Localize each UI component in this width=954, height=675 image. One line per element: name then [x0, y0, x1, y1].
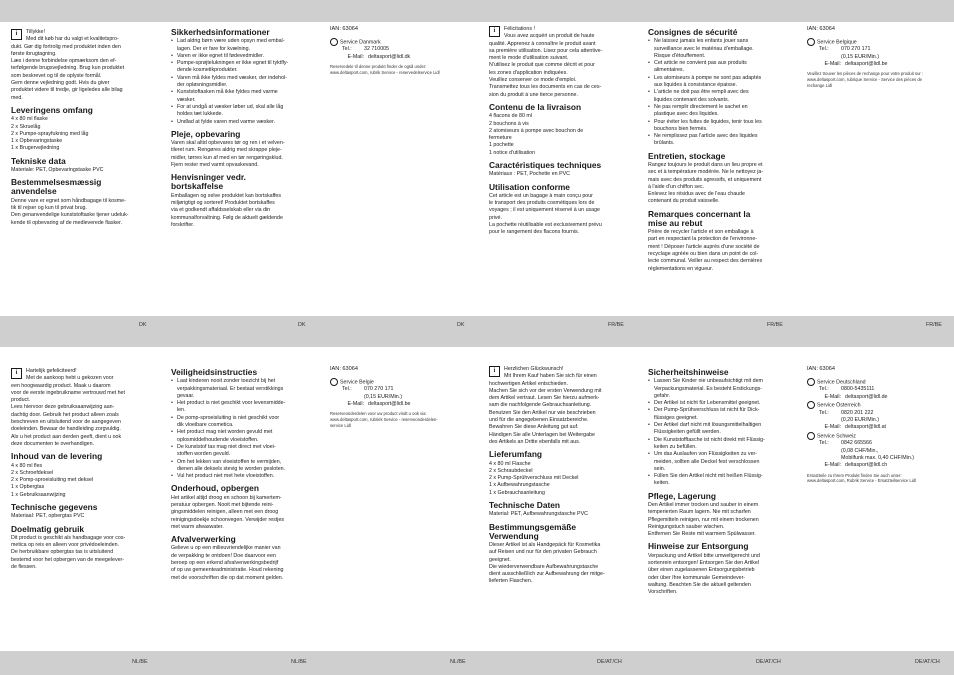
delivery-heading: Inhoud van de levering	[11, 451, 103, 462]
delivery-heading: Leveringens omfang	[11, 104, 93, 115]
info-icon: i	[489, 26, 500, 37]
list-item: • Die Kunststofftasche ist nicht direkt mit Flüssig- keiten zu befüllen.	[648, 437, 798, 452]
intro-text: Med dit køb har du valgt et kvalitetspro- dukt. Gør dig fortrolig med produktet inden den første ibrugtagning. Læs i denne forbindelse opmærksom den ef- terfølgende brugsvejledning. Brug kun produktet som beskrevet og til de oplyste formål. Gem denne vejledning godt. Hvis du giver produktet videre til tredje, gir ligeledes alle bilag med.	[11, 36, 125, 101]
ian-number: IAN: 63064	[807, 366, 835, 372]
top-gray-band	[0, 0, 954, 22]
info-icon: i	[489, 366, 500, 377]
ian-number: IAN: 63064	[807, 26, 835, 32]
intro-greeting: Félicitations !	[504, 26, 535, 32]
use-text: Dit product is geschikt als handbagage voor cos- metica op reis en alleen voor privédoeleinden. De herbruikbare opbergtas tas is uitsluitend bestemd voor het opbergen van de meegelever- de flessen.	[11, 534, 126, 570]
list-item: • Kunststoftasken må ikke fyldes med varme væsker.	[171, 89, 321, 104]
care-text: Rangez toujours le produit dans un lieu propre et sec et à température modérée. Ne le nettoyez ja- mais avec des produits agressifs, et uniquement à l'aide d'un chiffon sec. Enlevez les résidus avec de l'eau chaude contenant du produit vaisselle.	[648, 161, 764, 205]
nl-column-safety	[171, 364, 321, 582]
email-link[interactable]: deltasport@lidl.be	[845, 61, 888, 68]
list-item: 2 x Schroefdeksel	[11, 469, 54, 476]
page-footer-code: NL/BE	[132, 659, 148, 665]
list-item: • Pumpe-sprøjtelukningen er ikke egnet til tyktfly- dende kosmetikprodukter.	[171, 60, 321, 75]
intro-text: Met de aankoop hebt u gekozen voor een hoogwaardig product. Maak u daarom voor de eerste ingebruikname vertrouwd met het product. Lees hiervoor deze gebruiksaanwijzing aan- dachtig door. Gebruik het product alleen zoals beschreven en uitsluitend voor de aangegeven doeleinden. Bewaar de handleiding zorgvuldig. Als u het product aan derden geeft, dient u ook deze documenten te overhandigen.	[11, 375, 125, 447]
use-heading: Utilisation conforme	[489, 181, 570, 192]
list-item: • Der Artikel ist nicht für Lebensmittel geeignet.	[648, 400, 798, 407]
list-item: • Füllen Sie den Artikel nicht mit heißen Flüssig- keiten.	[648, 473, 798, 488]
disposal-text: Emballagen og selve produktet kan bortskaffes miljørigtigt og sorteret! Produktet bortskaffes via et godkendt affaldsselskab eller via din kommunalforvaltning. Følg de aktuelt gældende forskrifter.	[171, 192, 283, 228]
page-footer-code: NL/BE	[450, 659, 466, 665]
tech-text: Materiale: PET, Opbevaringstaske PVC	[11, 166, 104, 173]
list-item: 2 atomiseurs à pompe avec bouchon de fermeture	[489, 127, 584, 142]
list-item: 1 x Aufbewahrungstasche	[489, 482, 550, 489]
care-text: Het artikel altijd droog en schoon bij kamertem- peratuur opbergen. Nooit met bijtende reini- gingsmiddelen reinigen, alleen met een droog reinigingsdoekje schoonvegen. Verwijder restjes met warm afwaswater.	[171, 494, 285, 530]
email-label: E-Mail:	[824, 424, 841, 431]
tel-label: Tel.:	[819, 409, 829, 416]
email-label: E-Mail:	[347, 401, 364, 408]
safety-heading: Sicherheitshinweise	[648, 367, 729, 377]
info-icon: i	[11, 368, 22, 379]
list-item: • Lassen Sie Kinder nie unbeaufsichtigt mit dem Verpackungsmaterial. Es besteht Erstickungs- gefahr.	[648, 378, 798, 400]
list-item: • Um das Auslaufen von Flüssigkeiten zu ver- meiden, sollten alle Deckel fest verschlossen sein.	[648, 451, 798, 473]
care-heading: Entretien, stockage	[648, 150, 726, 161]
page-footer-code: FR/BE	[608, 322, 624, 328]
disposal-heading: Hinweise zur Entsorgung	[648, 541, 749, 552]
email-link[interactable]: deltasport@lidl.be	[368, 401, 411, 408]
list-item: • For at undgå at væsker løber ud, skal alle låg holdes tæt lukkede.	[171, 104, 321, 119]
disposal-heading: Henvisninger vedr. bortskaffelse	[171, 172, 246, 192]
tel-value: 32 710005	[364, 46, 390, 53]
care-heading: Pleje, opbevaring	[171, 128, 241, 139]
care-heading: Pflege, Lagerung	[648, 490, 716, 501]
use-text: Denne vare er egnet som håndbagage til kosme- tik til rejser og kun til privat brug. Den genanvendelige kunststoftaske tjener udeluk- kende til opbevaring af de medleverede flasker.	[11, 197, 129, 226]
tel-label: Tel.:	[819, 46, 829, 53]
use-heading: Bestimmungsgemäße Verwendung	[489, 521, 577, 541]
list-item: • Het product is niet geschikt voor levensmidde- len.	[171, 400, 321, 415]
service-label: Service Danmark	[340, 39, 381, 46]
tel-label: Tel.:	[342, 46, 352, 53]
list-item: 4 x 80 ml fles	[11, 462, 43, 469]
page-footer-code: FR/BE	[926, 322, 942, 328]
intro-text: Vous avez acquéri un produit de haute qualité. Apprenez à connaître le produit avant sa première utilisation. Lisez pour cela attentive- ment le mode d'utilisation suivant. N'utilisez le produit que comme décrit et pour les zones d'application indiquées. Veuillez conserver ce mode d'emploi. Transmettez tous les documents en cas de ces- sion du produit à une tierce personne.	[489, 33, 603, 98]
de-column-intro	[489, 366, 639, 586]
nl-column-intro	[11, 368, 161, 571]
tech-text: Matériaux : PET, Pochette en PVC	[489, 171, 570, 178]
delivery-heading: Contenu de la livraison	[489, 101, 582, 112]
safety-list	[171, 378, 321, 480]
use-text: Cet article est un bagage à main conçu pour le transport des produits cosmétiques lors de voyages ; il est uniquement réservé à un usage privé. La pochette réutilisable est exclusivement prévu pour le rangement des flacons fournis.	[489, 192, 602, 236]
tel-value: 070 270 171	[364, 386, 394, 393]
list-item: • Undlad at fylde varen med varme væsker.	[171, 119, 321, 126]
service-label: Service Belgique	[817, 39, 857, 46]
page-footer-code: DE/AT/CH	[597, 659, 622, 665]
safety-list	[648, 38, 798, 147]
spare-parts-note: Ersatzteile zu Ihrem Produkt finden Sie auch unter: www.deltasport.com, Rubrik Service - Ersatzteilservice Lidl	[807, 472, 916, 484]
disposal-text: Verpackung und Artikel bitte umweltgerecht und sortenrein entsorgen! Entsorgen Sie den Artikel über einen zugelassenen Entsorgungsbetrieb oder über Ihre kommunale Gemeindever- waltung. Beachten Sie die aktuell geltenden Vorschriften.	[648, 552, 760, 596]
delivery-heading: Lieferumfang	[489, 449, 543, 460]
delivery-list	[11, 116, 161, 152]
page-footer-code: DK	[139, 322, 147, 328]
list-item: • Cet article ne convient pas aux produits alimentaires.	[648, 60, 798, 75]
dk-column-intro	[11, 29, 161, 227]
email-label: E-Mail:	[824, 393, 841, 400]
service-label: Service Schweiz	[817, 433, 856, 440]
care-text: Den Artikel immer trocken und sauber in einem temperierten Raum lagern. Nie mit scharfen Pflegemitteln reinigen, nur mit einem trockenen Reinigungstuch sauber wischen. Entfernen Sie Reste mit warmem Spülwasser.	[648, 501, 759, 538]
list-item: • Vul het product niet met hete vloeistoffen.	[171, 473, 321, 480]
service-icon	[807, 378, 815, 386]
tel-rate: (0,20 EUR/Min.)	[841, 417, 879, 424]
disposal-text: Prière de recycler l'article et son emballage à part en respectant la protection de l'environne- ment ! Déposer l'article auprès d'une société de recyclage agréée ou bien dans un point de col- lecte communal. Veiller au respect des dernières réglementations en vigueur.	[648, 229, 763, 272]
list-item: 1 x Gebrauchsanleitung	[489, 489, 545, 496]
list-item: 1 x Brugervejledning	[11, 145, 60, 152]
info-icon: i	[11, 29, 22, 40]
tel-rate-mobile: Mobilfunk max. 0,40 CHF/Min.)	[841, 454, 915, 461]
use-heading: Bestemmelsesmæssig anvendelse	[11, 177, 102, 197]
nl-column-service	[330, 366, 480, 428]
list-item: • Varen må ikke fyldes med væsker, der indehol- der opløsningsmidler.	[171, 75, 321, 90]
tel-value: 070 270 171	[841, 46, 871, 53]
tech-text: Material: PET, Aufbewahrungstasche PVC	[489, 511, 588, 518]
tel-value: 0800-5435111	[841, 386, 875, 393]
service-label: Service Deutschland	[817, 379, 866, 386]
spare-parts-note: Veuillez trouver les pièces de rechange pour votre produit sur : www.deltasport.com, rubrique Service - Service des pièces de rechange Lidl	[807, 71, 924, 88]
list-item: 1 x Opbergtas	[11, 484, 45, 491]
disposal-text: Gelieve u op een milieuvriendelijke manier van de verpakking te ontdoen! Doe daarvoor een beroep op een erkend afvalverwerkingsbedrijf of op uw gemeenteadministratie. Houd rekening met de voorschriften die op dat moment gelden.	[171, 545, 284, 581]
page-footer-code: DE/AT/CH	[756, 659, 781, 665]
service-label: Service Belgie	[340, 379, 374, 386]
tel-rate: (0,15 EUR/Min.)	[841, 53, 879, 60]
email-link[interactable]: deltasport@lidl.ch	[845, 462, 888, 469]
list-item: 2 x Pumpe-sprayfukning med låg	[11, 130, 89, 137]
tel-value: 0820 201 222	[841, 409, 874, 416]
list-item: 1 notice d'utilisation	[489, 149, 536, 156]
list-item: • De pomp-sproeisluiting is niet geschikt voor dik vloeibare cosmetica.	[171, 415, 321, 430]
dk-column-service	[330, 26, 480, 75]
intro-greeting: Herzlichen Glückwunsch!	[504, 366, 564, 372]
tel-rate: (0,08 CHF/Min.,	[841, 447, 879, 454]
tel-label: Tel.:	[342, 386, 352, 393]
safety-heading: Veiligheidsinstructies	[171, 367, 258, 377]
list-item: 1 pochette	[489, 142, 514, 149]
email-label: E-Mail:	[824, 462, 841, 469]
list-item: • Ne laissez jamais les enfants jouer sans surveillance avec le matériau d'emballage. Risque d'étouffement.	[648, 38, 798, 60]
care-text: Varen skal altid opbevares tør og ren i et velven- tileret rum. Rengøres aldrig med skrappe pleje- midler, tørres kun af med en tør rengøringsklud. Fjern rester med varmt opvaskevand.	[171, 140, 285, 168]
safety-list	[648, 378, 798, 487]
list-item: 2 x Pump-Sprühverschluss mit Deckel	[489, 475, 579, 482]
service-icon	[807, 38, 815, 46]
ian-number: IAN: 63064	[330, 26, 358, 32]
list-item: • De kunststof tas mag niet direct met vloei- stoffen worden gevuld.	[171, 444, 321, 459]
intro-text: Mit Ihrem Kauf haben Sie sich für einen hochwertigen Artikel entschieden. Machen Sie sich vor der ersten Verwendung mit dem Artikel vertraut. Lesen Sie hierzu aufmerk- sam die nachfolgende Gebrauchsanleitung. Benutzen Sie den Artikel nur wie beschrieben und für die angegebenen Einsatzbereiche. Bewahren Sie diese Anleitung gut auf. Händigen Sie alle Unterlagen bei Weitergabe des Artikels an Dritte ebenfalls mit aus.	[489, 373, 602, 445]
list-item: • Der Pump-Sprühverschluss ist nicht für Dick- flüssiges geeignet.	[648, 407, 798, 422]
tech-heading: Technische Daten	[489, 499, 561, 510]
list-item: 2 x Pomp-sproeisluiting met deksel	[11, 477, 94, 484]
page-footer-code: NL/BE	[291, 659, 307, 665]
list-item: • Les atomiseurs à pompe ne sont pas adaptés aux liquides à consistance épaisse.	[648, 75, 798, 90]
use-text: Dieser Artikel ist als Handgepäck für Kosmetika auf Reisen und nur für den privaten Gebrauch geeignet. Die wiederverwendbare Aufbewahrungstasche dient ausschließlich zur Aufbewahrung der mitge- lieferten Flaschen.	[489, 541, 605, 585]
list-item: 4 x 80 ml flaske	[11, 116, 48, 123]
spare-parts-note: Reservedele til denne produkt finder de også under: www.deltasport.com, rubrik Service - reservedelservice Lidl	[330, 64, 440, 75]
list-item: 1 x Opbevaringstaske	[11, 138, 63, 145]
page-footer-code: DK	[298, 322, 306, 328]
safety-heading: Consignes de sécurité	[648, 27, 738, 37]
list-item: 2 x Skruelåg	[11, 123, 41, 130]
delivery-list	[11, 463, 161, 499]
list-item: 4 flacons de 80 ml	[489, 113, 532, 120]
tel-label: Tel.:	[819, 386, 829, 393]
list-item: • Ne remplissez pas l'article avec des liquides brûlants.	[648, 133, 798, 148]
email-link[interactable]: deltasport@lidl.dk	[368, 53, 411, 60]
tech-heading: Technische gegevens	[11, 501, 98, 512]
dk-column-safety	[171, 24, 321, 229]
email-link[interactable]: deltasport@lidl.at	[845, 424, 887, 431]
list-item: 1 x Gebruiksaanwijzing	[11, 491, 66, 498]
service-icon	[807, 401, 815, 409]
ian-number: IAN: 63064	[330, 366, 358, 372]
list-item: • Om het lekken van vloeistoffen te vermijden, dienen alle deksels stevig te worden gesloten.	[171, 459, 321, 474]
list-item: 2 bouchons à vis	[489, 120, 529, 127]
tel-value: 0842 665566	[841, 440, 872, 447]
tech-heading: Caractéristiques techniques	[489, 159, 602, 170]
intro-greeting: Tillykke!	[26, 29, 45, 35]
use-heading: Doelmatig gebruik	[11, 523, 85, 534]
service-icon	[807, 432, 815, 440]
service-icon	[330, 378, 338, 386]
email-label: E-Mail:	[824, 61, 841, 68]
page-footer-code: DK	[457, 322, 465, 328]
spare-parts-note: Reserveonderdelen voor uw product vindt u ook via: www.deltasport.com, rubriek Service - reserveonderdelen- service Lidl	[330, 411, 438, 428]
safety-heading: Sikkerhedsinformationer	[171, 27, 270, 37]
tel-label: Tel.:	[819, 440, 829, 447]
tel-rate: (0,15 EUR/Min.)	[364, 393, 402, 400]
list-item: • Het product mag niet worden gevuld met oplosmiddelhoudende vloeistoffen.	[171, 429, 321, 444]
intro-greeting: Hartelijk gefeliciteerd!	[26, 368, 77, 374]
fr-column-safety	[648, 24, 798, 273]
list-item: 4 x 80 ml Flasche	[489, 460, 531, 467]
list-item: 2 x Schraubdeckel	[489, 467, 533, 474]
disposal-heading: Afvalverwerking	[171, 534, 236, 545]
safety-list	[171, 38, 321, 126]
fr-column-intro	[489, 26, 639, 237]
care-heading: Onderhoud, opbergen	[171, 483, 259, 494]
fr-column-service	[807, 26, 954, 88]
delivery-list	[489, 461, 639, 497]
lower-top-gray-band	[0, 337, 954, 347]
email-label: E-Mail:	[347, 53, 364, 60]
disposal-heading: Remarques concernant la mise au rebut	[648, 208, 751, 228]
list-item: • L'article ne doit pas être rempli avec des liquides contenant des solvants.	[648, 89, 798, 104]
list-item: • Pour éviter les fuites de liquides, tenir tous les bouchons bien fermés.	[648, 119, 798, 134]
page-footer-code: DE/AT/CH	[915, 659, 940, 665]
email-link[interactable]: deltasport@lidl.de	[845, 393, 888, 400]
list-item: • Laat kinderen nooit zonder toezicht bij het verpakkingsmateriaal. Er bestaat verstikkings gevaar.	[171, 378, 321, 400]
list-item: • Varen er ikke egnet til fødevedmidler.	[171, 53, 321, 60]
list-item: • Der Artikel darf nicht mit lösungsmittelhaltigen Flüssigkeiten gefüllt werden.	[648, 422, 798, 437]
page-footer-code: FR/BE	[767, 322, 783, 328]
service-icon	[330, 38, 338, 46]
tech-heading: Tekniske data	[11, 155, 66, 166]
de-column-safety	[648, 364, 798, 596]
tech-text: Materiaal: PET, opbergtas PVC	[11, 513, 85, 520]
list-item: • Ne pas remplir directement le sachet en plastique avec des liquides.	[648, 104, 798, 119]
service-label: Service Österreich	[817, 402, 861, 409]
de-column-service	[807, 366, 954, 484]
delivery-list	[489, 113, 639, 157]
list-item: • Lad aldrig børn være uden opsyn med embal- lagen. Der er fare for kvælning.	[171, 38, 321, 53]
